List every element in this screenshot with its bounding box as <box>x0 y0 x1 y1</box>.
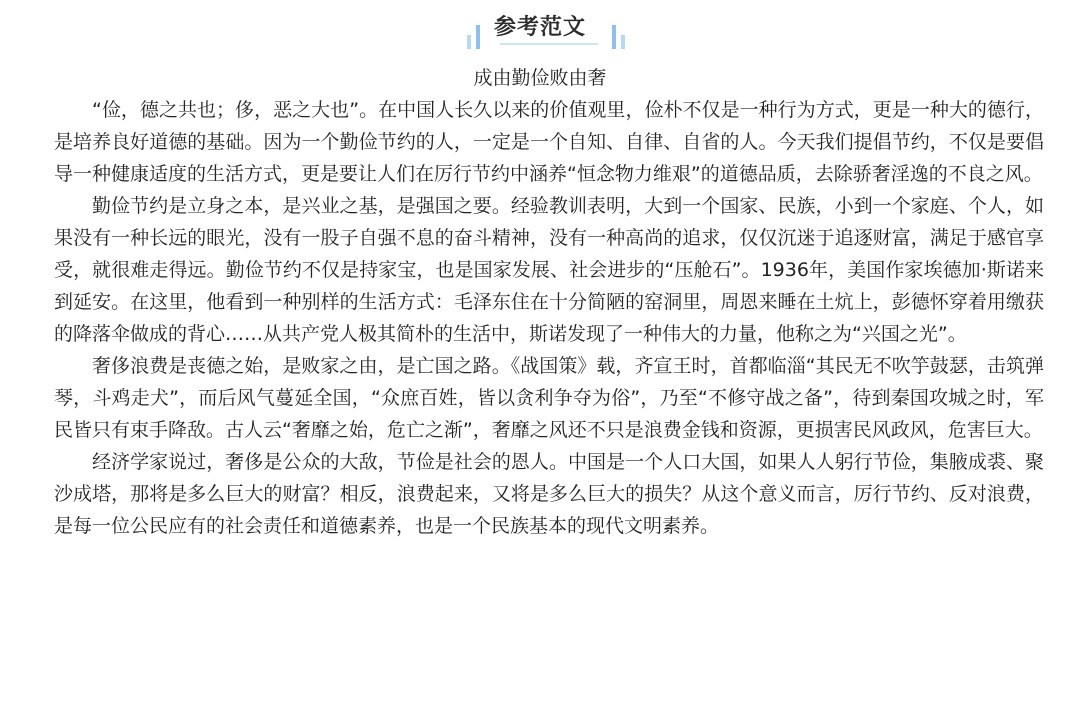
essay-paragraph-3: 奢侈浪费是丧德之始，是败家之由，是亡国之路。《战国策》载，齐宣王时，首都临淄“其民无不吹竽鼓瑟，击筑弹琴，斗鸡走犬”，而后风气蔓延全国，“众庶百姓，皆以贪利争夺为俗”，乃至“不修守战之备”，待到秦国攻城之时，军民皆只有束手降敌。古人云“奢靡之始，危亡之渐”，奢靡之风还不只是浪费金钱和资源，更损害民风政风，危害巨大。 <box>54 355 1044 441</box>
section-header <box>0 8 1080 48</box>
essay-paragraph-2: 勤俭节约是立身之本，是兴业之基，是强国之要。经验教训表明，大到一个国家、民族，小到一个家庭、个人，如果没有一种长远的眼光，没有一股子自强不息的奋斗精神，没有一种高尚的追求，仅仅沉迷于追逐财富，满足于感官享受，就很难走得远。勤俭节约不仅是持家宝，也是国家发展、社会进步的“压舱石”。1936年，美国作家埃德加·斯诺来到延安。在这里，他看到一种别样的生活方式：毛泽东住在十分简陋的窑洞里，周恩来睡在土炕上，彭德怀穿着用缴获的降落伞做成的背心……从共产党人极其简朴的生活中，斯诺发现了一种伟大的力量，他称之为“兴国之光”。 <box>54 195 1044 345</box>
essay-body <box>54 94 1044 542</box>
section-title-underline <box>500 43 598 45</box>
decorative-bar <box>612 25 616 49</box>
essay-paragraph-1: “俭，德之共也；侈，恶之大也”。在中国人长久以来的价值观里，俭朴不仅是一种行为方式，更是一种大的德行，是培养良好道德的基础。因为一个勤俭节约的人，一定是一个自知、自律、自省的人。今天我们提倡节约，不仅是要倡导一种健康适度的生活方式，更是要让人们在厉行节约中涵养“恒念物力维艰”的道德品质，去除骄奢淫逸的不良之风。 <box>54 99 1044 185</box>
section-title: 参考范文 <box>493 15 586 40</box>
decorative-bars-right <box>612 25 628 49</box>
decorative-bar <box>621 35 625 49</box>
essay-title: 成由勤俭败由奢 <box>473 67 607 89</box>
essay-paragraph-4: 经济学家说过，奢侈是公众的大敌，节俭是社会的恩人。中国是一个人口大国，如果人人躬行节俭，集腋成裘、聚沙成塔，那将是多么巨大的财富？相反，浪费起来，又将是多么巨大的损失？从这个意义而言，厉行节约、反对浪费，是每一位公民应有的社会责任和道德素养，也是一个民族基本的现代文明素养。 <box>54 451 1044 537</box>
